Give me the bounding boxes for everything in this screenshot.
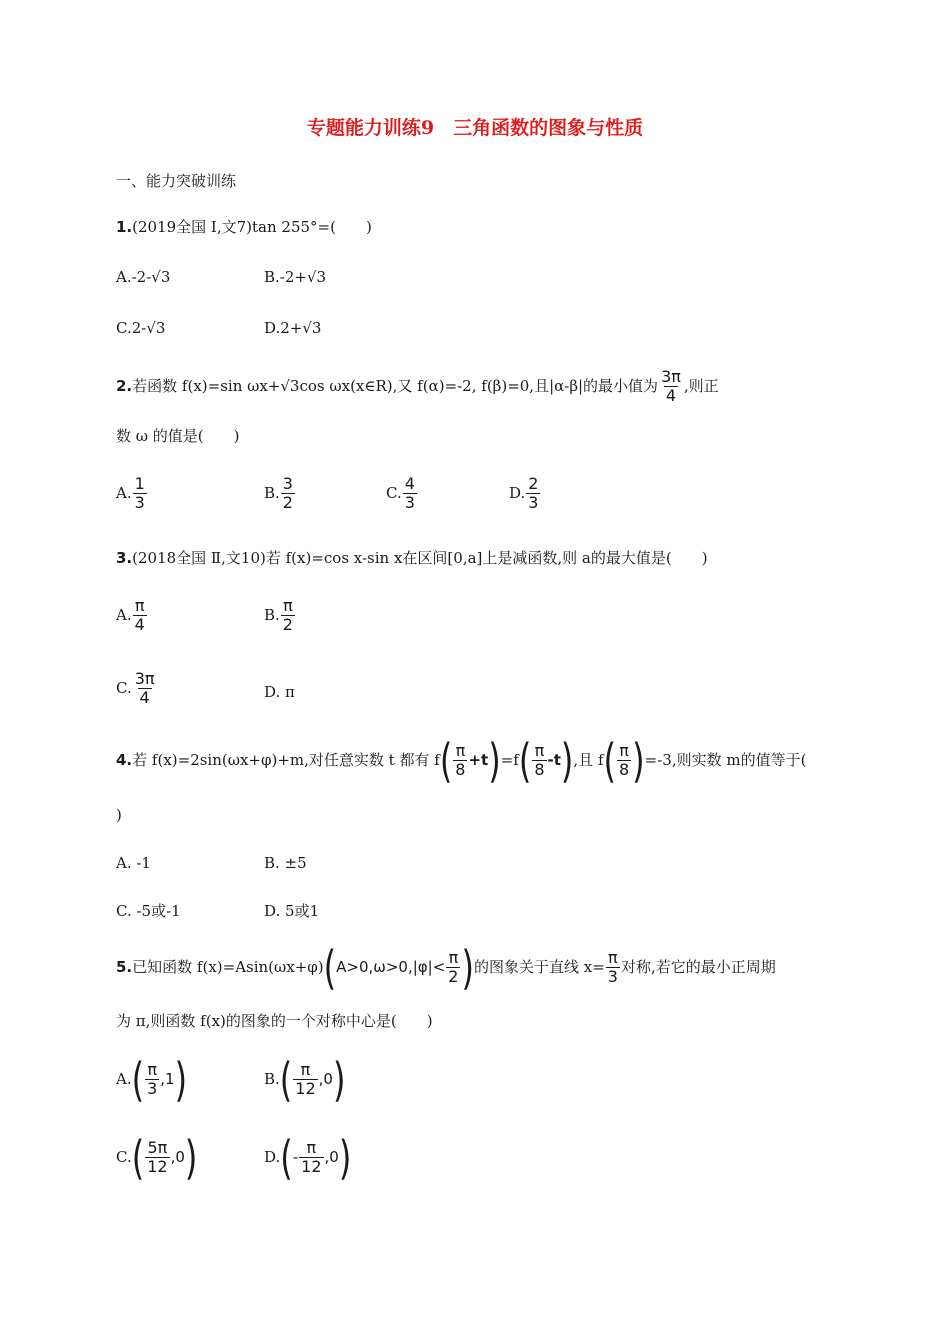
question-3 — [116, 551, 708, 566]
option-fraction: $\frac{\pi}{12}$ — [301, 1138, 322, 1176]
question-stem-end: ,则正 — [683, 377, 719, 396]
question-5-line2: 为 π,则函数 f(x)的图象的一个对称中心是( ) — [116, 1012, 433, 1030]
q2-option-c: C. $\frac{4}{3}$ — [386, 474, 415, 512]
option-fraction: $\frac{3\pi}{4}$ — [134, 669, 155, 707]
question-2-line2: 数 ω 的值是( ) — [116, 427, 240, 445]
q4-option-c: C. -5或-1 — [116, 902, 181, 920]
question-stem: (2019全国 Ⅰ,文7)tan 255°=( ) — [132, 218, 372, 236]
section-heading: 一、能力突破训练 — [116, 172, 237, 190]
option-fraction: $\frac{2}{3}$ — [528, 474, 539, 512]
question-2 — [116, 369, 719, 405]
question-number: 1. — [116, 218, 133, 236]
question-4-line2: ) — [116, 806, 122, 824]
q1-option-d: D.2+√3 — [264, 319, 322, 337]
option-fraction: $\frac{4}{3}$ — [404, 474, 415, 512]
option-fraction: $\frac{\pi}{12}$ — [295, 1060, 316, 1098]
condition: A>0,ω>0,|φ|< — [336, 958, 446, 977]
page-title: 专题能力训练9 三角函数的图象与性质 — [306, 117, 644, 139]
fraction-pi-over-8: $\frac{\pi}{8}$ — [618, 741, 630, 779]
q2-option-d: D. $\frac{2}{3}$ — [509, 474, 539, 512]
q4-option-d: D. 5或1 — [264, 902, 320, 920]
q1-option-a: A.-2-√3 — [116, 268, 171, 286]
q3-option-c: C. $\frac{3\pi}{4}$ — [116, 669, 155, 707]
question-number: 2. — [116, 377, 133, 396]
fraction-pi-over-3: $\frac{\pi}{3}$ — [607, 948, 618, 986]
q1-option-c: C.2-√3 — [116, 319, 166, 337]
question-number: 3. — [116, 549, 133, 567]
q5-option-a: A. ( $\frac{\pi}{3}$ ,1 ) — [116, 1052, 188, 1108]
question-stem: (2018全国 Ⅱ,文10)若 f(x)=cos x-sin x在区间[0,a]上是减函数,则 a的最大值是( ) — [132, 549, 708, 567]
fraction-pi-over-8: $\frac{\pi}{8}$ — [534, 741, 545, 779]
q2-option-b: B. $\frac{3}{2}$ — [264, 474, 293, 512]
q3-option-a: A. $\frac{\pi}{4}$ — [116, 596, 145, 634]
option-fraction: $\frac{3}{2}$ — [282, 474, 293, 512]
question-5: 5. 已知函数 f(x)=Asin(ωx+φ) ( A>0,ω>0,|φ|< $\frac{\pi}{2}$ ) 的图象关于直线 x= $\frac{\pi}{3}$ 对称,若它的最小正周期 — [116, 940, 776, 996]
option-fraction: $\frac{\pi}{2}$ — [282, 596, 293, 634]
q5-option-c: C. ( $\frac{5\pi}{12}$ ,0 ) — [116, 1130, 198, 1186]
q3-option-d: D. π — [264, 683, 295, 701]
fraction-pi-over-2: $\frac{\pi}{2}$ — [448, 948, 459, 986]
question-number: 5. — [116, 958, 133, 977]
fraction-3pi-over-4: $\frac{3\pi}{4}$ — [661, 367, 681, 405]
question-stem: 若 f(x)=2sin(ωx+φ)+m,对任意实数 t 都有 f — [132, 751, 440, 770]
q5-option-b: B. ( $\frac{\pi}{12}$ ,0 ) — [264, 1052, 346, 1108]
question-stem: 已知函数 f(x)=Asin(ωx+φ) — [132, 958, 324, 977]
q5-option-d: D. ( - $\frac{\pi}{12}$ ,0 ) — [264, 1130, 352, 1186]
question-1 — [116, 220, 372, 235]
q2-option-a: A. $\frac{1}{3}$ — [116, 474, 145, 512]
option-fraction: $\frac{1}{3}$ — [134, 474, 145, 512]
question-number: 4. — [116, 751, 133, 770]
fraction-pi-over-8: $\frac{\pi}{8}$ — [455, 741, 466, 779]
q4-option-b: B. ±5 — [264, 854, 307, 872]
q3-option-b: B. $\frac{\pi}{2}$ — [264, 596, 293, 634]
question-4: 4. 若 f(x)=2sin(ωx+φ)+m,对任意实数 t 都有 f ( $\frac{\pi}{8}$ +t ) =f ( $\frac{\pi}{8}$ -t ) ,且 f ( $\frac{\pi}{8}$ ) =-3,则实数 m的值等于( — [116, 733, 807, 789]
option-fraction: $\frac{\pi}{3}$ — [147, 1060, 158, 1098]
question-stem: 若函数 f(x)=sin ωx+√3cos ωx(x∈R),又 f(α)=-2, f(β)=0,且|α-β|的最小值为 — [132, 377, 659, 396]
q4-option-a: A. -1 — [116, 854, 151, 872]
option-fraction: $\frac{\pi}{4}$ — [134, 596, 145, 634]
q1-option-b: B.-2+√3 — [264, 268, 327, 286]
option-fraction: $\frac{5\pi}{12}$ — [147, 1138, 168, 1176]
